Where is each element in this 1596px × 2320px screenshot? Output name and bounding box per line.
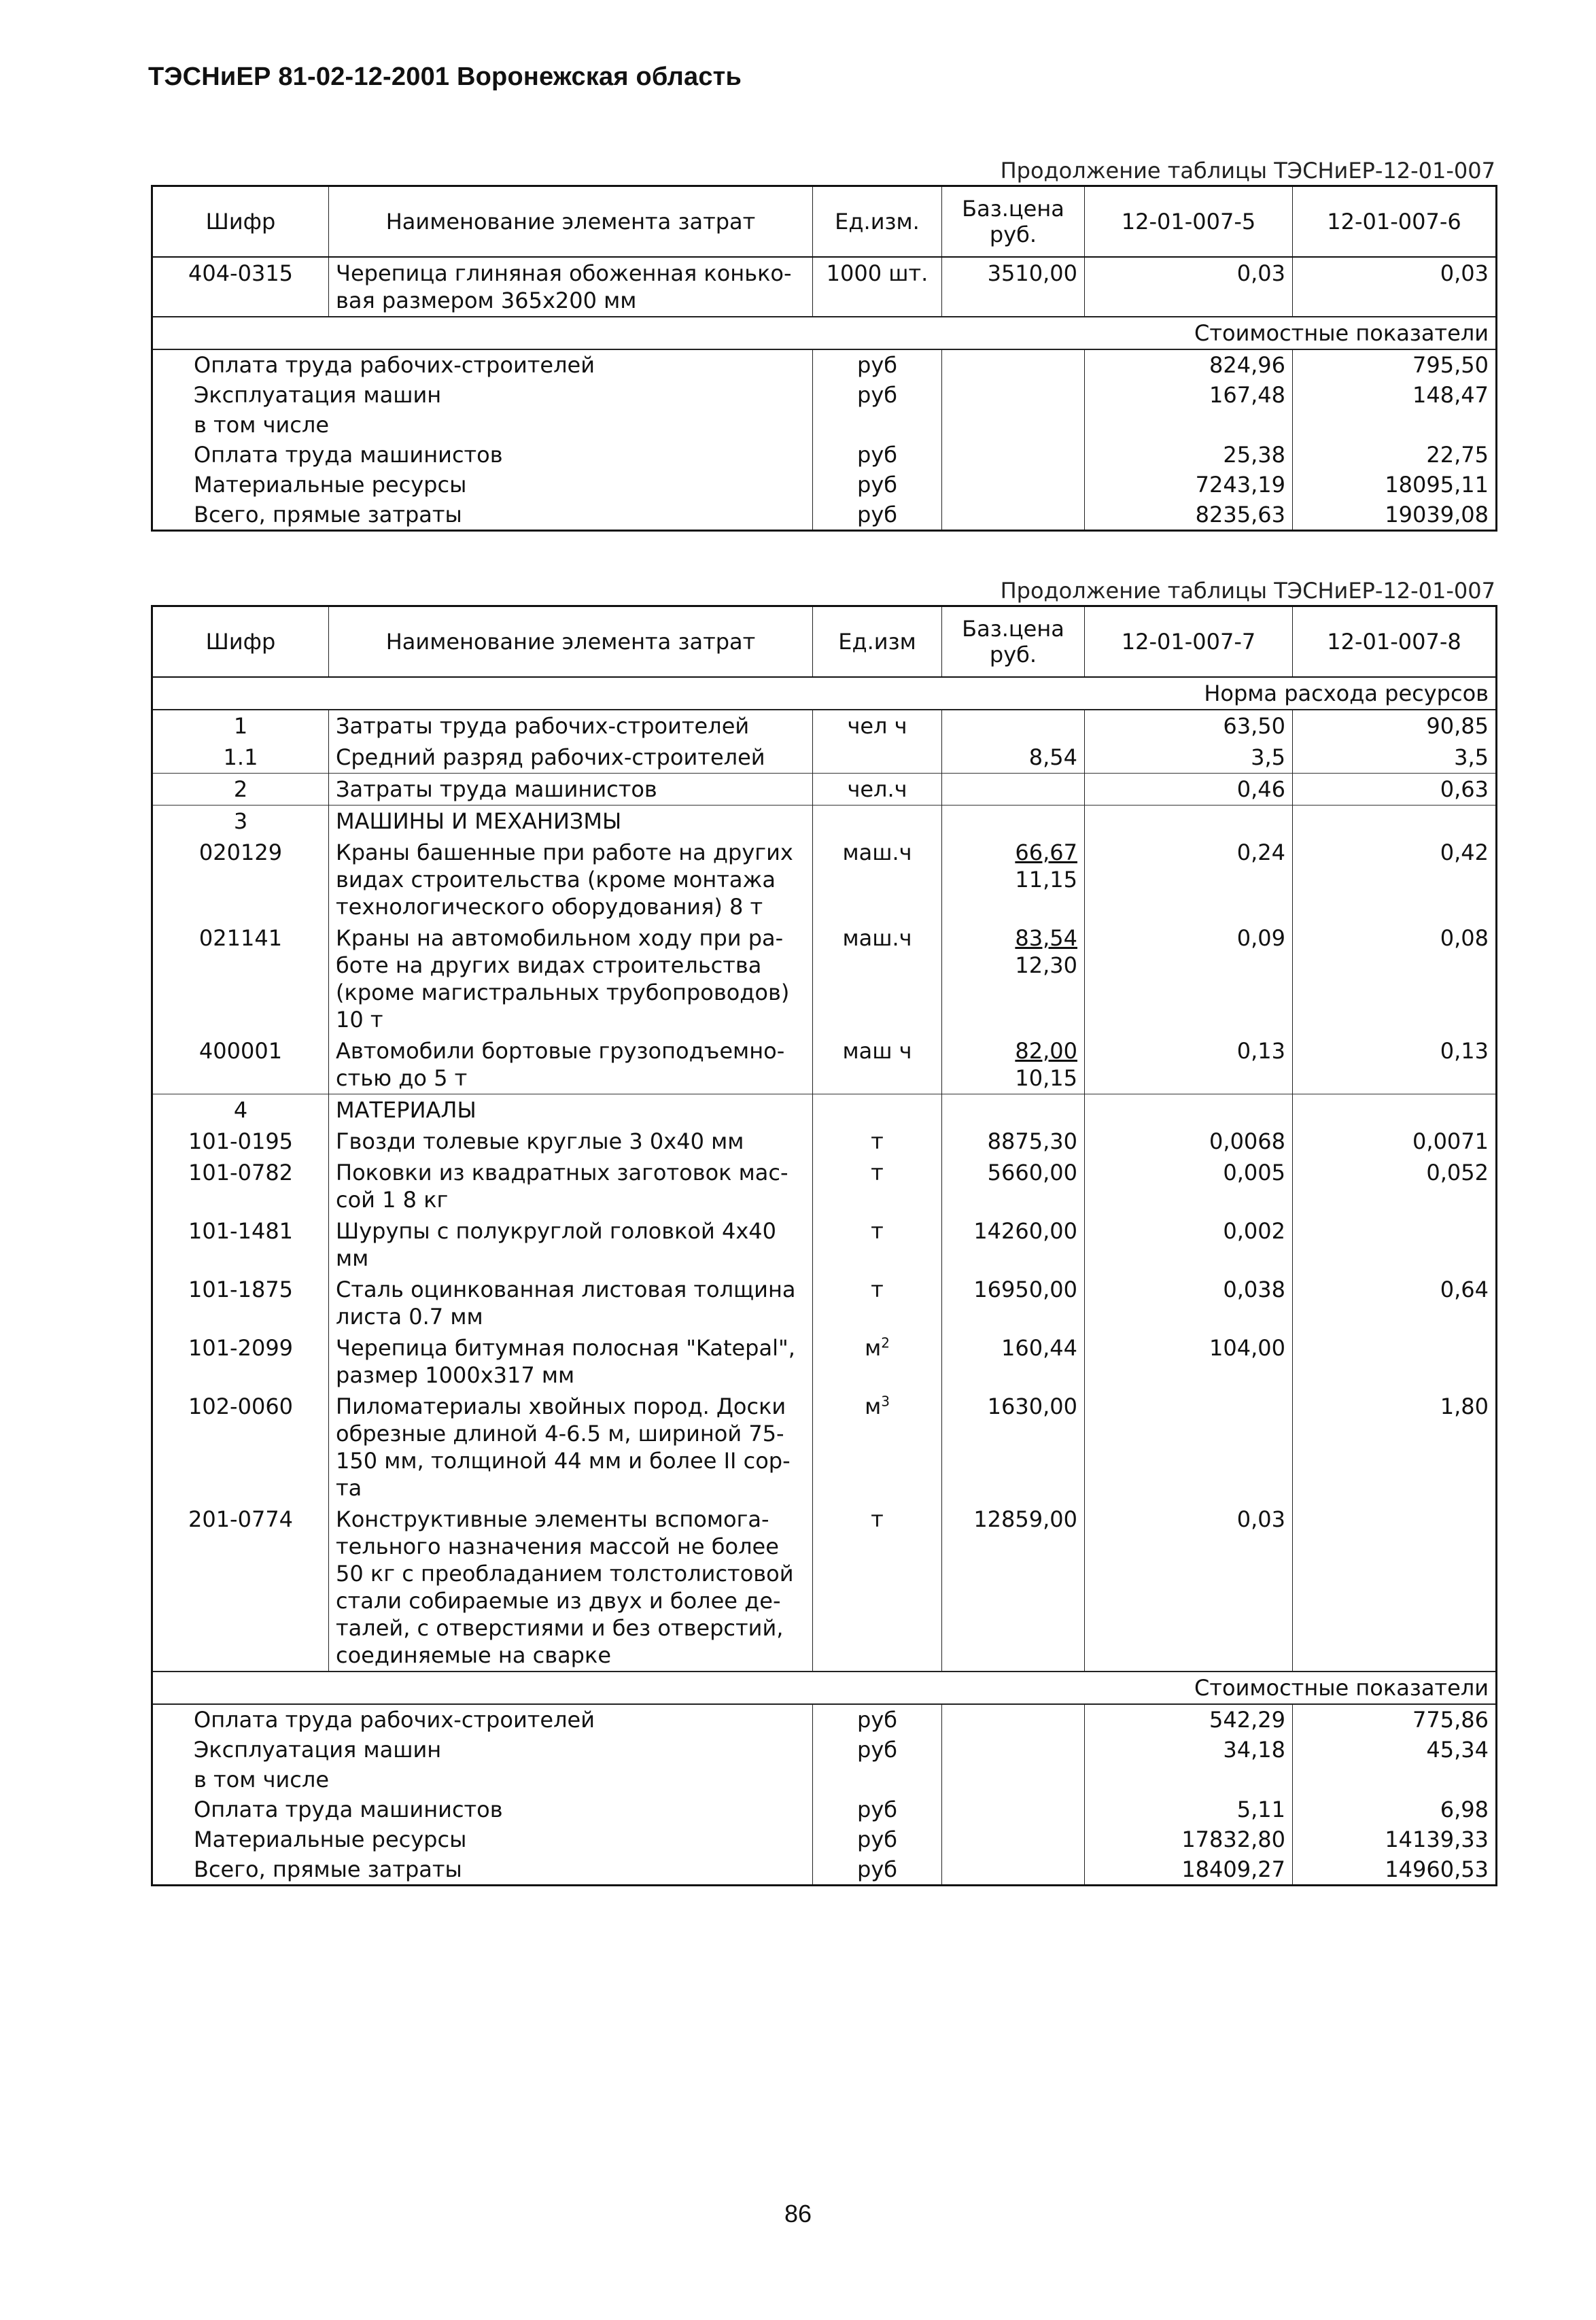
row-price-value: 14260,00 [973,1218,1077,1244]
row-value-a: 104,00 [1085,1332,1293,1391]
row-unit-text: маш.ч [842,839,912,865]
row-code: 1.1 [152,742,329,774]
summary-label: Материальные ресурсы [152,1824,813,1854]
summary-unit: руб [813,349,942,380]
row-unit [813,742,942,774]
row-unit-text: чел.ч [847,776,907,802]
summary-row [152,410,1497,440]
row-code: 2 [152,774,329,806]
col-header-price: Баз.цена руб. [942,186,1085,258]
row-value-b: 0,0071 [1293,1126,1497,1157]
row-value-b: 0,08 [1293,922,1497,1035]
row-unit [813,1157,942,1215]
table2-top-band-row [152,677,1497,710]
row-price [942,257,1085,317]
document-header: ТЭСНиЕР 81-02-12-2001 Воронежская область [148,63,742,91]
row-value-b: 1,80 [1293,1391,1497,1504]
table1-caption: Продолжение таблицы ТЭСНиЕР-12-01-007 [1000,158,1495,184]
row-unit [813,1332,942,1391]
col-header-code: Шифр [152,186,329,258]
row-value-a: 63,50 [1085,710,1293,742]
summary-unit: руб [813,1735,942,1765]
row-unit-superscript: 2 [881,1334,890,1351]
summary-price-empty [942,440,1085,470]
row-code: 101-0195 [152,1126,329,1157]
page-number: 86 [784,2200,812,2228]
row-price-machinist: 11,15 [1015,867,1077,893]
row-price-value: 83,54 [1015,925,1077,951]
col-header-a: 12-01-007-7 [1085,606,1293,678]
summary-unit: руб [813,1704,942,1735]
summary-value-a: 8235,63 [1085,500,1293,531]
table2-header-row [152,606,1497,678]
row-unit-text: чел ч [847,713,907,739]
table-row [152,1126,1497,1157]
summary-price-empty [942,500,1085,531]
summary-value-a: 17832,80 [1085,1824,1293,1854]
row-value-a: 0,03 [1085,257,1293,317]
row-unit [813,1504,942,1672]
row-price [942,806,1085,837]
summary-value-b: 22,75 [1293,440,1497,470]
row-unit-text: т [871,1160,884,1185]
row-unit-text: маш.ч [842,925,912,951]
row-price [942,1391,1085,1504]
col-header-code: Шифр [152,606,329,678]
row-unit [813,1274,942,1332]
row-price-value: 82,00 [1015,1038,1077,1064]
row-unit-text: м [865,1335,882,1361]
summary-label: Оплата труда машинистов [152,440,813,470]
row-name: МАТЕРИАЛЫ [329,1094,813,1126]
table-row [152,1391,1497,1504]
row-code: 102-0060 [152,1391,329,1504]
row-unit [813,1094,942,1126]
row-name: Краны башенные при работе на других видах строительства (кроме монтажа технологического оборудования) 8 т [329,837,813,922]
summary-value-b: 6,98 [1293,1795,1497,1824]
row-code: 404-0315 [152,257,329,317]
row-value-a: 3,5 [1085,742,1293,774]
summary-label: в том числе [152,1765,813,1795]
row-name: Автомобили бортовые грузоподъемно-стью до 5 т [329,1035,813,1094]
summary-value-a: 824,96 [1085,349,1293,380]
row-name: Затраты труда рабочих-строителей [329,710,813,742]
summary-row [152,1765,1497,1795]
row-price [942,1126,1085,1157]
table1-header-row [152,186,1497,258]
row-value-a: 0,002 [1085,1215,1293,1274]
summary-unit: руб [813,470,942,500]
row-value-a [1085,1094,1293,1126]
row-code: 101-1481 [152,1215,329,1274]
table-row [152,774,1497,806]
row-name: Черепица глиняная обоженная конько-вая размером 365х200 мм [329,257,813,317]
summary-row [152,1824,1497,1854]
row-value-b: 0,63 [1293,774,1497,806]
summary-price-empty [942,349,1085,380]
row-code: 400001 [152,1035,329,1094]
summary-row [152,1735,1497,1765]
row-unit-text: м [865,1393,882,1419]
row-name: Пиломатериалы хвойных пород. Доски обрезные длиной 4-6.5 м, шириной 75-150 мм, толщиной 44 мм и более II сор-та [329,1391,813,1504]
summary-label: Эксплуатация машин [152,380,813,410]
row-unit [813,1126,942,1157]
row-price [942,1504,1085,1672]
row-value-b: 0,03 [1293,257,1497,317]
row-value-b: 0,64 [1293,1274,1497,1332]
row-unit [813,806,942,837]
row-name: Гвозди толевые круглые 3 0х40 мм [329,1126,813,1157]
summary-value-b [1293,410,1497,440]
row-value-a: 0,46 [1085,774,1293,806]
summary-row [152,440,1497,470]
col-header-b: 12-01-007-8 [1293,606,1497,678]
summary-value-b: 14139,33 [1293,1824,1497,1854]
row-value-b: 0,052 [1293,1157,1497,1215]
row-code: 3 [152,806,329,837]
summary-value-b: 148,47 [1293,380,1497,410]
summary-price-empty [942,380,1085,410]
row-value-b [1293,1332,1497,1391]
summary-row [152,1704,1497,1735]
row-code: 201-0774 [152,1504,329,1672]
row-value-b: 0,13 [1293,1035,1497,1094]
row-price-value: 16950,00 [973,1277,1077,1302]
row-unit [813,837,942,922]
row-price [942,1215,1085,1274]
row-price [942,1094,1085,1126]
row-code: 101-2099 [152,1332,329,1391]
row-name: Черепица битумная полосная "Katepal", размер 1000х317 мм [329,1332,813,1391]
row-value-a: 0,0068 [1085,1126,1293,1157]
summary-price-empty [942,1704,1085,1735]
row-unit-superscript: 3 [881,1393,890,1410]
row-unit-text: т [871,1128,884,1154]
row-unit-text: т [871,1277,884,1302]
summary-unit: руб [813,500,942,531]
row-name: Краны на автомобильном ходу при ра-боте на других видах строительства (кроме магистральных трубопроводов) 10 т [329,922,813,1035]
row-price-value: 8,54 [1028,744,1077,770]
col-header-unit: Ед.изм. [813,186,942,258]
summary-label: Материальные ресурсы [152,470,813,500]
summary-row [152,1795,1497,1824]
row-unit-text: т [871,1506,884,1532]
col-header-price: Баз.цена руб. [942,606,1085,678]
row-price-value: 66,67 [1015,839,1077,865]
row-value-b [1293,806,1497,837]
summary-value-a: 167,48 [1085,380,1293,410]
table1-band-row [152,317,1497,349]
row-value-a: 0,13 [1085,1035,1293,1094]
row-value-b [1293,1215,1497,1274]
table-row [152,1215,1497,1274]
summary-label: Оплата труда машинистов [152,1795,813,1824]
table-row [152,1035,1497,1094]
row-price [942,742,1085,774]
col-header-unit: Ед.изм [813,606,942,678]
row-unit [813,774,942,806]
table2-band-row [152,1672,1497,1704]
summary-value-a: 542,29 [1085,1704,1293,1735]
summary-row [152,470,1497,500]
summary-unit: руб [813,440,942,470]
row-price-value: 3510,00 [987,260,1077,286]
row-price-value: 160,44 [1001,1335,1077,1361]
row-unit-text: маш ч [842,1038,912,1064]
row-price [942,774,1085,806]
summary-price-empty [942,1824,1085,1854]
summary-unit: руб [813,1795,942,1824]
row-value-a: 0,038 [1085,1274,1293,1332]
row-unit [813,922,942,1035]
summary-value-a: 34,18 [1085,1735,1293,1765]
summary-unit: руб [813,1824,942,1854]
table1-band-label: Стоимостные показатели [1085,317,1497,349]
table2-caption: Продолжение таблицы ТЭСНиЕР-12-01-007 [1000,578,1495,604]
row-value-b [1293,1094,1497,1126]
row-price-value: 12859,00 [973,1506,1077,1532]
row-code: 101-0782 [152,1157,329,1215]
summary-unit: руб [813,1854,942,1886]
summary-value-b: 45,34 [1293,1735,1497,1765]
summary-value-b: 19039,08 [1293,500,1497,531]
summary-value-b: 14960,53 [1293,1854,1497,1886]
summary-value-a [1085,410,1293,440]
row-unit-text: т [871,1218,884,1244]
row-unit [813,257,942,317]
row-name: Поковки из квадратных заготовок мас-сой 1 8 кг [329,1157,813,1215]
summary-label: Всего, прямые затраты [152,1854,813,1886]
summary-value-a: 5,11 [1085,1795,1293,1824]
table-row [152,806,1497,837]
row-price [942,1274,1085,1332]
row-price-value: 8875,30 [987,1128,1077,1154]
summary-price-empty [942,410,1085,440]
summary-label: Оплата труда рабочих-строителей [152,1704,813,1735]
table-row [152,257,1497,317]
estimate-table-2 [151,605,1497,1886]
row-value-a [1085,1391,1293,1504]
row-name: Сталь оцинкованная листовая толщина листа 0.7 мм [329,1274,813,1332]
row-name: Средний разряд рабочих-строителей [329,742,813,774]
row-unit [813,710,942,742]
row-price [942,710,1085,742]
summary-unit [813,410,942,440]
summary-value-a: 25,38 [1085,440,1293,470]
summary-value-b [1293,1765,1497,1795]
summary-row [152,380,1497,410]
summary-value-b: 775,86 [1293,1704,1497,1735]
summary-value-b: 795,50 [1293,349,1497,380]
summary-price-empty [942,1735,1085,1765]
row-price-value: 5660,00 [987,1160,1077,1185]
summary-label: Эксплуатация машин [152,1735,813,1765]
row-name: Конструктивные элементы вспомога-тельного назначения массой не более 50 кг с преобладанием толстолистовой стали собираемые из двух и более де-талей, с отверстиями и без отверстий, соединяемые на сварке [329,1504,813,1672]
row-price [942,1332,1085,1391]
table-row [152,1504,1497,1672]
row-unit [813,1391,942,1504]
row-code: 020129 [152,837,329,922]
row-price [942,1157,1085,1215]
row-value-b: 0,42 [1293,837,1497,922]
summary-price-empty [942,1765,1085,1795]
row-code: 1 [152,710,329,742]
row-name: Затраты труда машинистов [329,774,813,806]
row-unit-text: 1000 шт. [826,260,929,286]
row-value-b: 3,5 [1293,742,1497,774]
row-price [942,837,1085,922]
col-header-name: Наименование элемента затрат [329,186,813,258]
row-unit [813,1215,942,1274]
row-value-a [1085,806,1293,837]
summary-row [152,349,1497,380]
row-price [942,1035,1085,1094]
table-row [152,1332,1497,1391]
summary-value-a: 7243,19 [1085,470,1293,500]
row-name: МАШИНЫ И МЕХАНИЗМЫ [329,806,813,837]
summary-unit [813,1765,942,1795]
table2-band-label: Стоимостные показатели [1085,1672,1497,1704]
row-value-a: 0,005 [1085,1157,1293,1215]
row-unit [813,1035,942,1094]
table2-top-band-label: Норма расхода ресурсов [1085,677,1497,710]
summary-price-empty [942,1795,1085,1824]
row-value-a: 0,03 [1085,1504,1293,1672]
row-code: 4 [152,1094,329,1126]
row-value-a: 0,09 [1085,922,1293,1035]
row-price-value: 1630,00 [987,1393,1077,1419]
summary-unit: руб [813,380,942,410]
col-header-a: 12-01-007-5 [1085,186,1293,258]
row-value-b: 90,85 [1293,710,1497,742]
row-code: 021141 [152,922,329,1035]
summary-row [152,500,1497,531]
summary-price-empty [942,1854,1085,1886]
table-row [152,742,1497,774]
row-price [942,922,1085,1035]
estimate-table-1 [151,185,1497,532]
summary-value-b: 18095,11 [1293,470,1497,500]
table-row [152,1274,1497,1332]
row-code: 101-1875 [152,1274,329,1332]
table-row [152,837,1497,922]
row-price-machinist: 10,15 [1015,1065,1077,1091]
table-row [152,1094,1497,1126]
summary-row [152,1854,1497,1886]
row-value-b [1293,1504,1497,1672]
summary-value-a [1085,1765,1293,1795]
col-header-name: Наименование элемента затрат [329,606,813,678]
row-name: Шурупы с полукруглой головкой 4х40 мм [329,1215,813,1274]
row-price-machinist: 12,30 [1015,952,1077,978]
summary-label: Оплата труда рабочих-строителей [152,349,813,380]
col-header-b: 12-01-007-6 [1293,186,1497,258]
summary-price-empty [942,470,1085,500]
summary-label: Всего, прямые затраты [152,500,813,531]
row-value-a: 0,24 [1085,837,1293,922]
table-row [152,710,1497,742]
table-row [152,1157,1497,1215]
table-row [152,922,1497,1035]
summary-value-a: 18409,27 [1085,1854,1293,1886]
summary-label: в том числе [152,410,813,440]
